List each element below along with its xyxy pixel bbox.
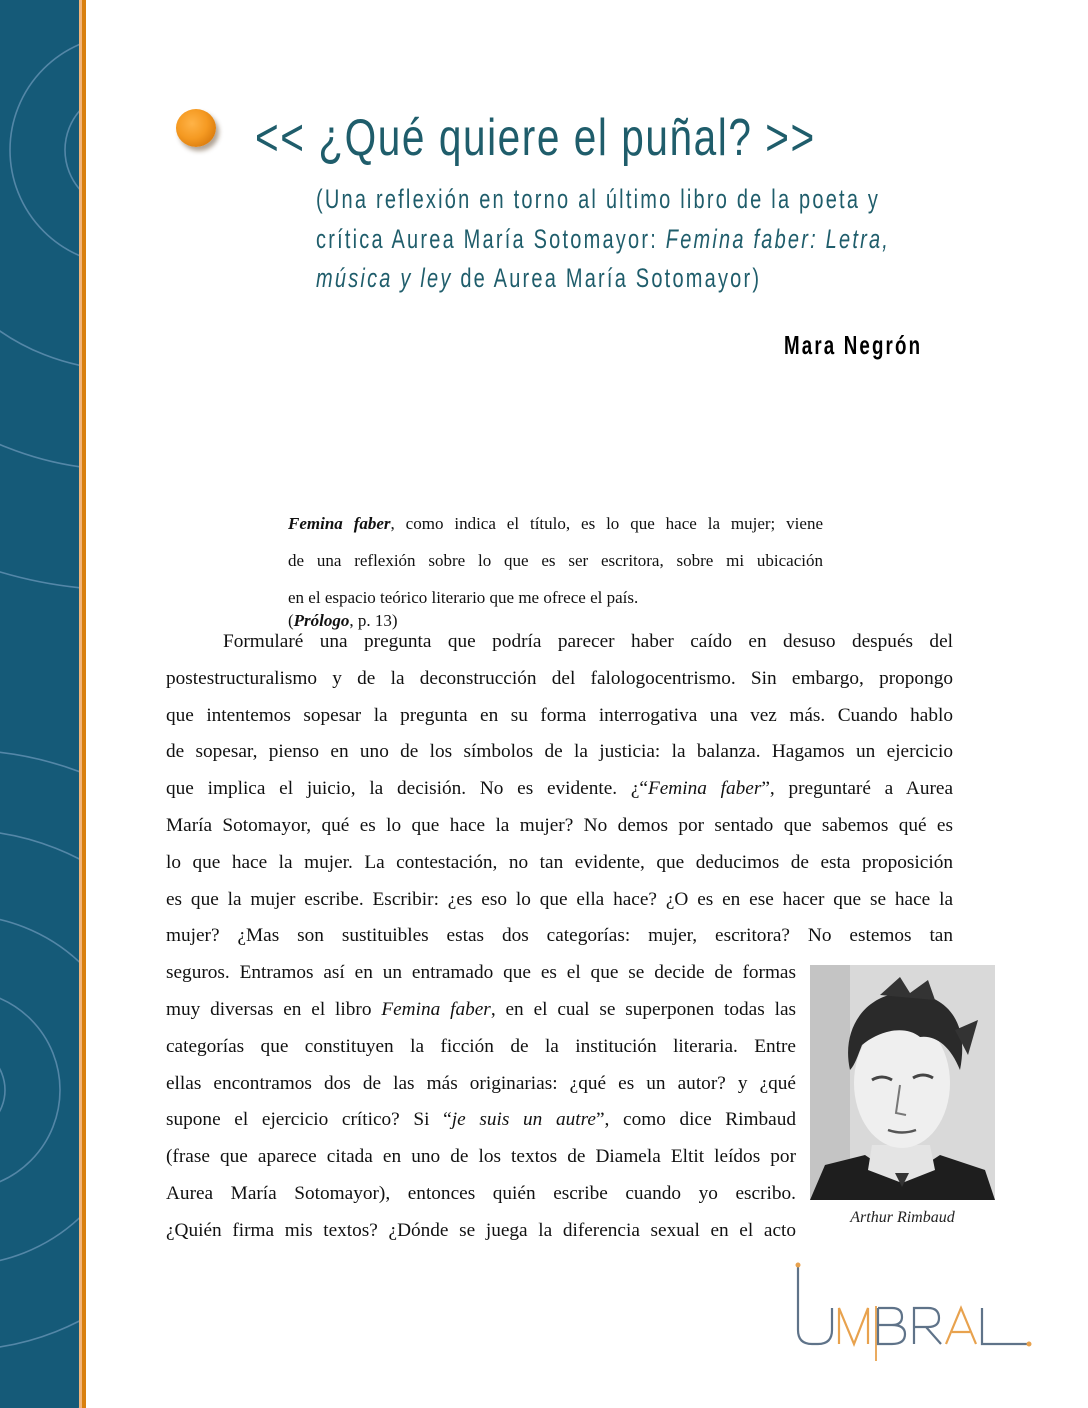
- subtitle-line: [316, 180, 945, 220]
- text-run: mujer? ¿Mas son sustituibles estas dos categorías: mujer, escritora? No estemos tan: [166, 925, 953, 947]
- italic-text-run: Femina faber: [647, 778, 762, 800]
- decorative-sidebar: [0, 0, 79, 1408]
- text-run: , en el cual se superponen todas las: [490, 998, 796, 1020]
- italic-text-run: Prólogo: [293, 610, 350, 630]
- text-run: de una reflexión sobre lo que es ser escritora, sobre mi ubicación: [288, 550, 823, 570]
- body-line: [166, 992, 796, 1029]
- text-run: que intentemos sopesar la pregunta en su forma interrogativa una vez más. Cuando hablo: [166, 704, 953, 726]
- italic-text-run: música y ley: [316, 263, 453, 293]
- text-run: postestructuralismo y de la deconstrucción del falologocentrismo. Sin embargo, propongo: [166, 667, 953, 689]
- text-run: ”, preguntaré a Aurea: [761, 778, 953, 800]
- body-line: [166, 734, 953, 771]
- text-run: supone el ejercicio crítico? Si “: [166, 1109, 452, 1131]
- italic-text-run: Femina faber: [381, 998, 491, 1020]
- photo-caption: Arthur Rimbaud: [850, 1209, 955, 1226]
- italic-text-run: je suis un autre: [451, 1109, 596, 1131]
- body-line: [166, 624, 953, 661]
- text-run: ¿Quién firma mis textos? ¿Dónde se juega la diferencia sexual en el acto: [166, 1219, 796, 1241]
- body-line: [166, 661, 953, 698]
- text-run: , como indica el título, es lo que hace la mujer; viene: [390, 514, 823, 533]
- article-title: << ¿Qué quiere el puñal? >>: [255, 109, 816, 167]
- body-line: [166, 845, 953, 882]
- text-run: ”, como dice Rimbaud: [595, 1109, 796, 1131]
- text-run: Aurea María Sotomayor), entonces quién escribe cuando yo escribo.: [166, 1182, 796, 1204]
- epigraph-line: [288, 512, 823, 549]
- italic-text-run: Femina faber: [288, 514, 391, 533]
- text-run: (Una reflexión en torno al último libro de la poeta y: [316, 184, 881, 214]
- body-line: [166, 1102, 796, 1139]
- body-line: [166, 955, 796, 992]
- text-run: en el espacio teórico literario que me ofrece el país.: [288, 587, 639, 607]
- epigraph-line: [288, 586, 823, 609]
- umbral-logo-mark: [792, 1258, 1037, 1368]
- body-line: [166, 1066, 796, 1103]
- sidebar-stripe-orange: [82, 0, 86, 1408]
- body-line: [166, 1029, 796, 1066]
- body-line: [166, 918, 953, 955]
- body-line: [166, 771, 953, 808]
- orange-bullet-icon: [176, 109, 216, 147]
- rimbaud-portrait-image: [810, 965, 995, 1200]
- text-run: crítica Aurea María Sotomayor:: [316, 223, 666, 254]
- text-run: lo que hace la mujer. La contestación, no tan evidente, que deducimos de esta proposición: [166, 851, 953, 873]
- text-run: muy diversas en el libro: [166, 998, 382, 1020]
- epigraph-quote: [288, 512, 823, 632]
- subtitle-line: [316, 220, 945, 260]
- sidebar-arcs-decoration: [0, 0, 79, 1408]
- text-run: de sopesar, pienso en uno de los símbolos de la justicia: la balanza. Hagamos un ejercicio: [166, 741, 953, 763]
- body-line: [166, 1213, 796, 1250]
- text-run: es que la mujer escribe. Escribir: ¿es eso lo que ella hace? ¿O es en ese hacer que se hace la: [166, 888, 953, 910]
- portrait-photo: [810, 965, 995, 1200]
- article-subtitle: [316, 180, 945, 299]
- text-run: (frase que aparece citada en uno de los textos de Diamela Eltit leídos por: [166, 1146, 796, 1168]
- text-run: de Aurea María Sotomayor): [452, 263, 762, 293]
- text-run: María Sotomayor, qué es lo que hace la mujer? No demos por sentado que sabemos qué es: [166, 814, 953, 836]
- body-line: [166, 882, 953, 919]
- body-line: [166, 808, 953, 845]
- text-run: ellas encontramos dos de las más originarias: ¿qué es un autor? y ¿qué: [166, 1072, 796, 1094]
- epigraph-line: [288, 549, 823, 586]
- italic-text-run: Femina faber: Letra,: [665, 223, 891, 254]
- text-run: seguros. Entramos así en un entramado que es el que se decide de formas: [166, 962, 796, 984]
- umbral-logo: [792, 1258, 1037, 1368]
- text-run: Formularé una pregunta que podría parecer haber caído en desuso después del: [223, 631, 953, 652]
- body-line: [166, 1176, 796, 1213]
- body-line: [166, 1139, 796, 1176]
- author-name: Mara Negrón: [784, 330, 923, 360]
- text-run: (: [288, 610, 294, 630]
- text-run: , p. 13): [349, 610, 398, 630]
- body-line: [166, 698, 953, 735]
- text-run: que implica el juicio, la decisión. No es evidente. ¿“: [166, 778, 648, 800]
- subtitle-line: [316, 259, 945, 299]
- text-run: categorías que constituyen la ficción de la institución literaria. Entre: [166, 1035, 796, 1057]
